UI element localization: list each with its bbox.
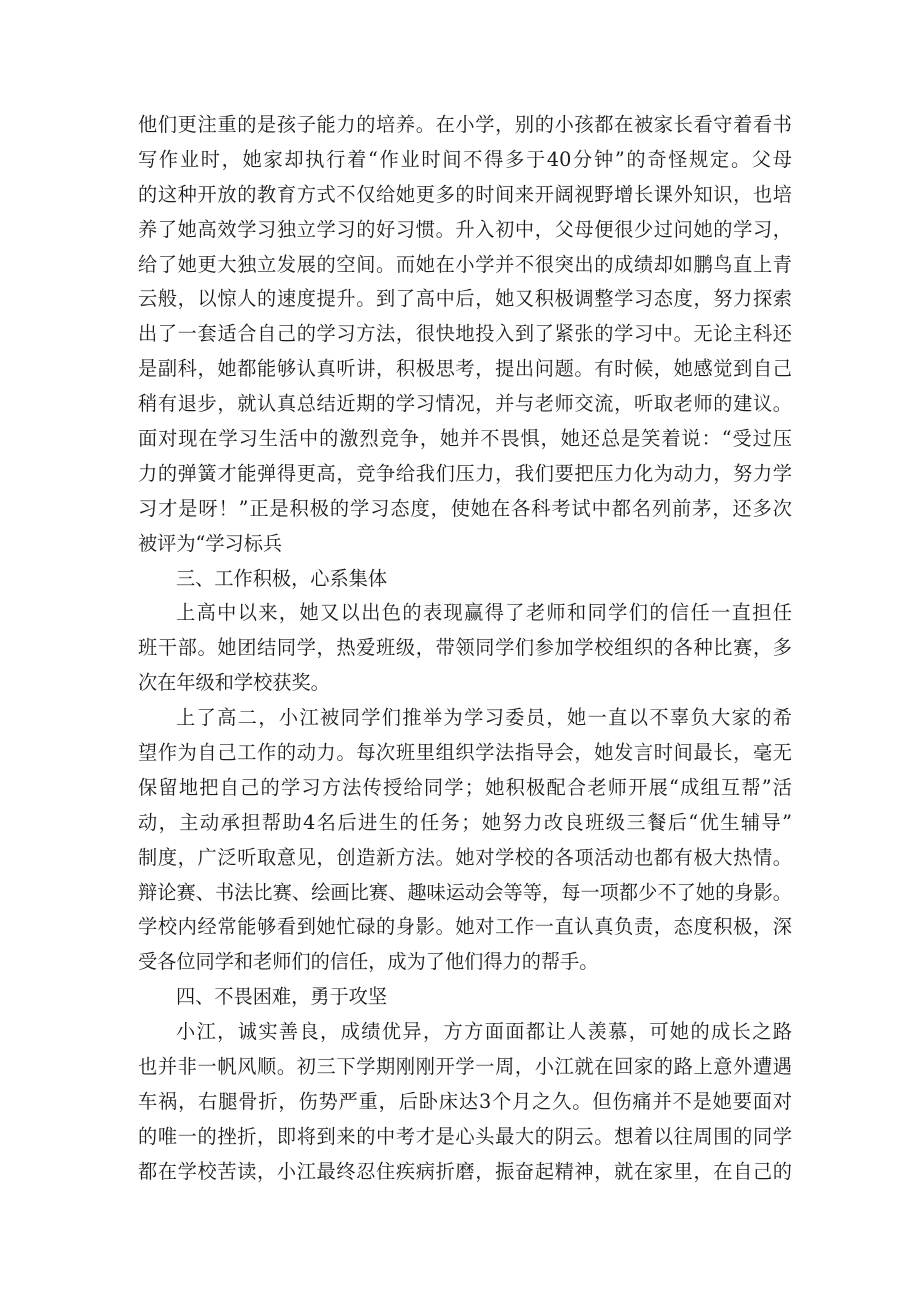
section-heading-4: 四、不畏困难，勇于攻坚 bbox=[176, 985, 388, 1009]
text-line-3: 的这种开放的教育方式不仅给她更多的时间来开阔视野增长课外知识，也培 bbox=[138, 182, 792, 206]
section-heading-3: 三、工作积极，心系集体 bbox=[176, 566, 388, 590]
text-line-10: 面对现在学习生活中的激烈竞争，她并不畏惧，她还总是笑着说：“受过压 bbox=[138, 427, 792, 451]
text-line-8: 是副科，她都能够认真听讲，积极思考，提出问题。有时候，她感觉到自己 bbox=[138, 357, 792, 381]
text-line-19: 望作为自己工作的动力。每次班里组织学法指导会，她发言时间最长，毫无 bbox=[138, 741, 792, 765]
text-line-17: 次在年级和学校获奖。 bbox=[138, 671, 330, 695]
text-line-21: 动，主动承担帮助4名后进生的任务；她努力改良班级三餐后“优生辅导” bbox=[138, 810, 792, 834]
text-line-16: 班干部。她团结同学，热爱班级，带领同学们参加学校组织的各种比赛，多 bbox=[138, 636, 792, 660]
text-line-4: 养了她高效学习独立学习的好习惯。升入初中，父母便很少过问她的学习， bbox=[138, 217, 792, 241]
text-line-30: 的唯一的挫折，即将到来的中考才是心头最大的阴云。想着以往周围的同学 bbox=[138, 1124, 792, 1148]
document-page bbox=[138, 108, 792, 1190]
text-line-29: 车祸，右腿骨折，伤势严重，后卧床达3个月之久。但伤痛并不是她要面对 bbox=[138, 1089, 792, 1113]
text-line-22: 制度，广泛听取意见，创造新方法。她对学校的各项活动也都有极大热情。 bbox=[138, 845, 792, 869]
text-line-7: 出了一套适合自己的学习方法，很快地投入到了紧张的学习中。无论主科还 bbox=[138, 322, 792, 346]
text-line-31: 都在学校苦读，小江最终忍住疾病折磨，振奋起精神，就在家里，在自己的 bbox=[138, 1159, 792, 1183]
text-line-11: 力的弹簧才能弹得更高，竞争给我们压力，我们要把压力化为动力，努力学 bbox=[138, 461, 792, 485]
text-line-23: 辩论赛、书法比赛、绘画比赛、趣味运动会等等，每一项都少不了她的身影。 bbox=[138, 880, 792, 904]
text-line-9: 稍有退步，就认真总结近期的学习情况，并与老师交流，听取老师的建议。 bbox=[138, 392, 792, 416]
text-line-18: 上了高二，小江被同学们推举为学习委员，她一直以不辜负大家的希 bbox=[176, 706, 792, 730]
text-line-28: 也并非一帆风顺。初三下学期刚刚开学一周，小江就在回家的路上意外遭遇 bbox=[138, 1055, 792, 1079]
text-line-2: 写作业时，她家却执行着“作业时间不得多于40分钟”的奇怪规定。父母 bbox=[138, 147, 792, 171]
text-line-15: 上高中以来，她又以出色的表现赢得了老师和同学们的信任一直担任 bbox=[176, 601, 792, 625]
text-line-6: 云般，以惊人的速度提升。到了高中后，她又积极调整学习态度，努力探索 bbox=[138, 287, 792, 311]
text-line-27: 小江，诚实善良，成绩优异，方方面面都让人羡慕，可她的成长之路 bbox=[176, 1020, 792, 1044]
text-line-5: 给了她更大独立发展的空间。而她在小学并不很突出的成绩却如鹏鸟直上青 bbox=[138, 252, 792, 276]
text-line-25: 受各位同学和老师们的信任，成为了他们得力的帮手。 bbox=[138, 950, 599, 974]
text-line-13: 被评为“学习标兵 bbox=[138, 531, 283, 555]
text-line-24: 学校内经常能够看到她忙碌的身影。她对工作一直认真负责，态度积极，深 bbox=[138, 915, 792, 939]
text-line-20: 保留地把自己的学习方法传授给同学；她积极配合老师开展“成组互帮”活 bbox=[138, 775, 792, 799]
text-line-1: 他们更注重的是孩子能力的培养。在小学，别的小孩都在被家长看守着看书 bbox=[138, 113, 792, 136]
text-line-12: 习才是呀！”正是积极的学习态度，使她在各科考试中都名列前茅，还多次 bbox=[138, 496, 792, 520]
